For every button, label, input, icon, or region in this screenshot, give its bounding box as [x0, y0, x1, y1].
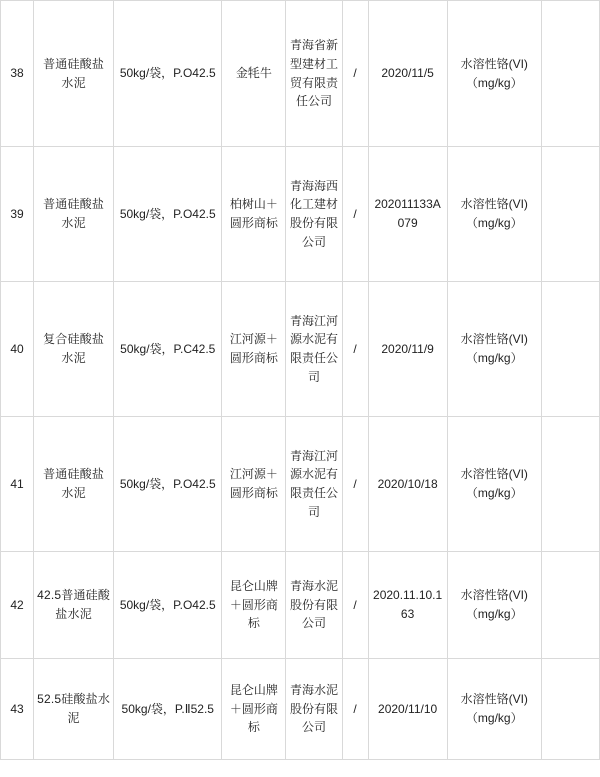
cell-product-name: 普通硅酸盐水泥 [34, 147, 114, 282]
cell-batch-no: / [342, 282, 368, 417]
cell-index: 39 [1, 147, 34, 282]
cell-date: 2020/11/10 [368, 659, 447, 760]
cell-product-name: 普通硅酸盐水泥 [34, 1, 114, 147]
cell-inspection-item: 水溶性铬(VI)（mg/kg） [447, 659, 541, 760]
cell-batch-no: / [342, 1, 368, 147]
cell-index: 43 [1, 659, 34, 760]
cell-brand: 江河源＋圆形商标 [222, 282, 286, 417]
cell-index: 40 [1, 282, 34, 417]
cell-manufacturer: 青海江河源水泥有限责任公司 [286, 282, 342, 417]
table-row [1, 147, 600, 282]
cell-date: 2020/11/9 [368, 282, 447, 417]
cell-product-name: 42.5普通硅酸盐水泥 [34, 552, 114, 659]
cell-spec: 50kg/袋，P.O42.5 [114, 147, 222, 282]
cell-manufacturer: 青海海西化工建材股份有限公司 [286, 147, 342, 282]
cell-date: 2020/10/18 [368, 417, 447, 552]
cell-batch-no: / [342, 417, 368, 552]
cell-result [541, 1, 599, 147]
cell-manufacturer: 青海水泥股份有限公司 [286, 552, 342, 659]
cell-brand: 昆仑山牌＋圆形商标 [222, 552, 286, 659]
cell-result [541, 417, 599, 552]
cell-brand: 昆仑山牌＋圆形商标 [222, 659, 286, 760]
table-row [1, 417, 600, 552]
table-row [1, 1, 600, 147]
cell-inspection-item: 水溶性铬(VI)（mg/kg） [447, 147, 541, 282]
table-row [1, 282, 600, 417]
cell-brand: 柏树山＋圆形商标 [222, 147, 286, 282]
cell-product-name: 复合硅酸盐水泥 [34, 282, 114, 417]
cell-inspection-item: 水溶性铬(VI)（mg/kg） [447, 417, 541, 552]
cell-inspection-item: 水溶性铬(VI)（mg/kg） [447, 282, 541, 417]
cell-result [541, 552, 599, 659]
cell-inspection-item: 水溶性铬(VI)（mg/kg） [447, 1, 541, 147]
cell-index: 41 [1, 417, 34, 552]
cell-inspection-item: 水溶性铬(VI)（mg/kg） [447, 552, 541, 659]
table-row [1, 659, 600, 760]
cell-product-name: 52.5硅酸盐水泥 [34, 659, 114, 760]
cell-spec: 50kg/袋，P.O42.5 [114, 417, 222, 552]
cell-result [541, 659, 599, 760]
cell-batch-no: / [342, 147, 368, 282]
cell-batch-no: / [342, 659, 368, 760]
cell-manufacturer: 青海江河源水泥有限责任公司 [286, 417, 342, 552]
cell-spec: 50kg/袋，P.O42.5 [114, 1, 222, 147]
cell-index: 38 [1, 1, 34, 147]
cell-index: 42 [1, 552, 34, 659]
cell-result [541, 147, 599, 282]
cell-date: 202011133A079 [368, 147, 447, 282]
cell-brand: 金牦牛 [222, 1, 286, 147]
cell-date: 2020/11/5 [368, 1, 447, 147]
cell-manufacturer: 青海水泥股份有限公司 [286, 659, 342, 760]
cell-result [541, 282, 599, 417]
cell-spec: 50kg/袋，P.Ⅱ52.5 [114, 659, 222, 760]
cell-manufacturer: 青海省新型建材工贸有限责任公司 [286, 1, 342, 147]
cell-spec: 50kg/袋，P.C42.5 [114, 282, 222, 417]
cell-product-name: 普通硅酸盐水泥 [34, 417, 114, 552]
cell-date: 2020.11.10.163 [368, 552, 447, 659]
cell-brand: 江河源＋圆形商标 [222, 417, 286, 552]
cell-batch-no: / [342, 552, 368, 659]
cell-spec: 50kg/袋，P.O42.5 [114, 552, 222, 659]
table-row [1, 552, 600, 659]
